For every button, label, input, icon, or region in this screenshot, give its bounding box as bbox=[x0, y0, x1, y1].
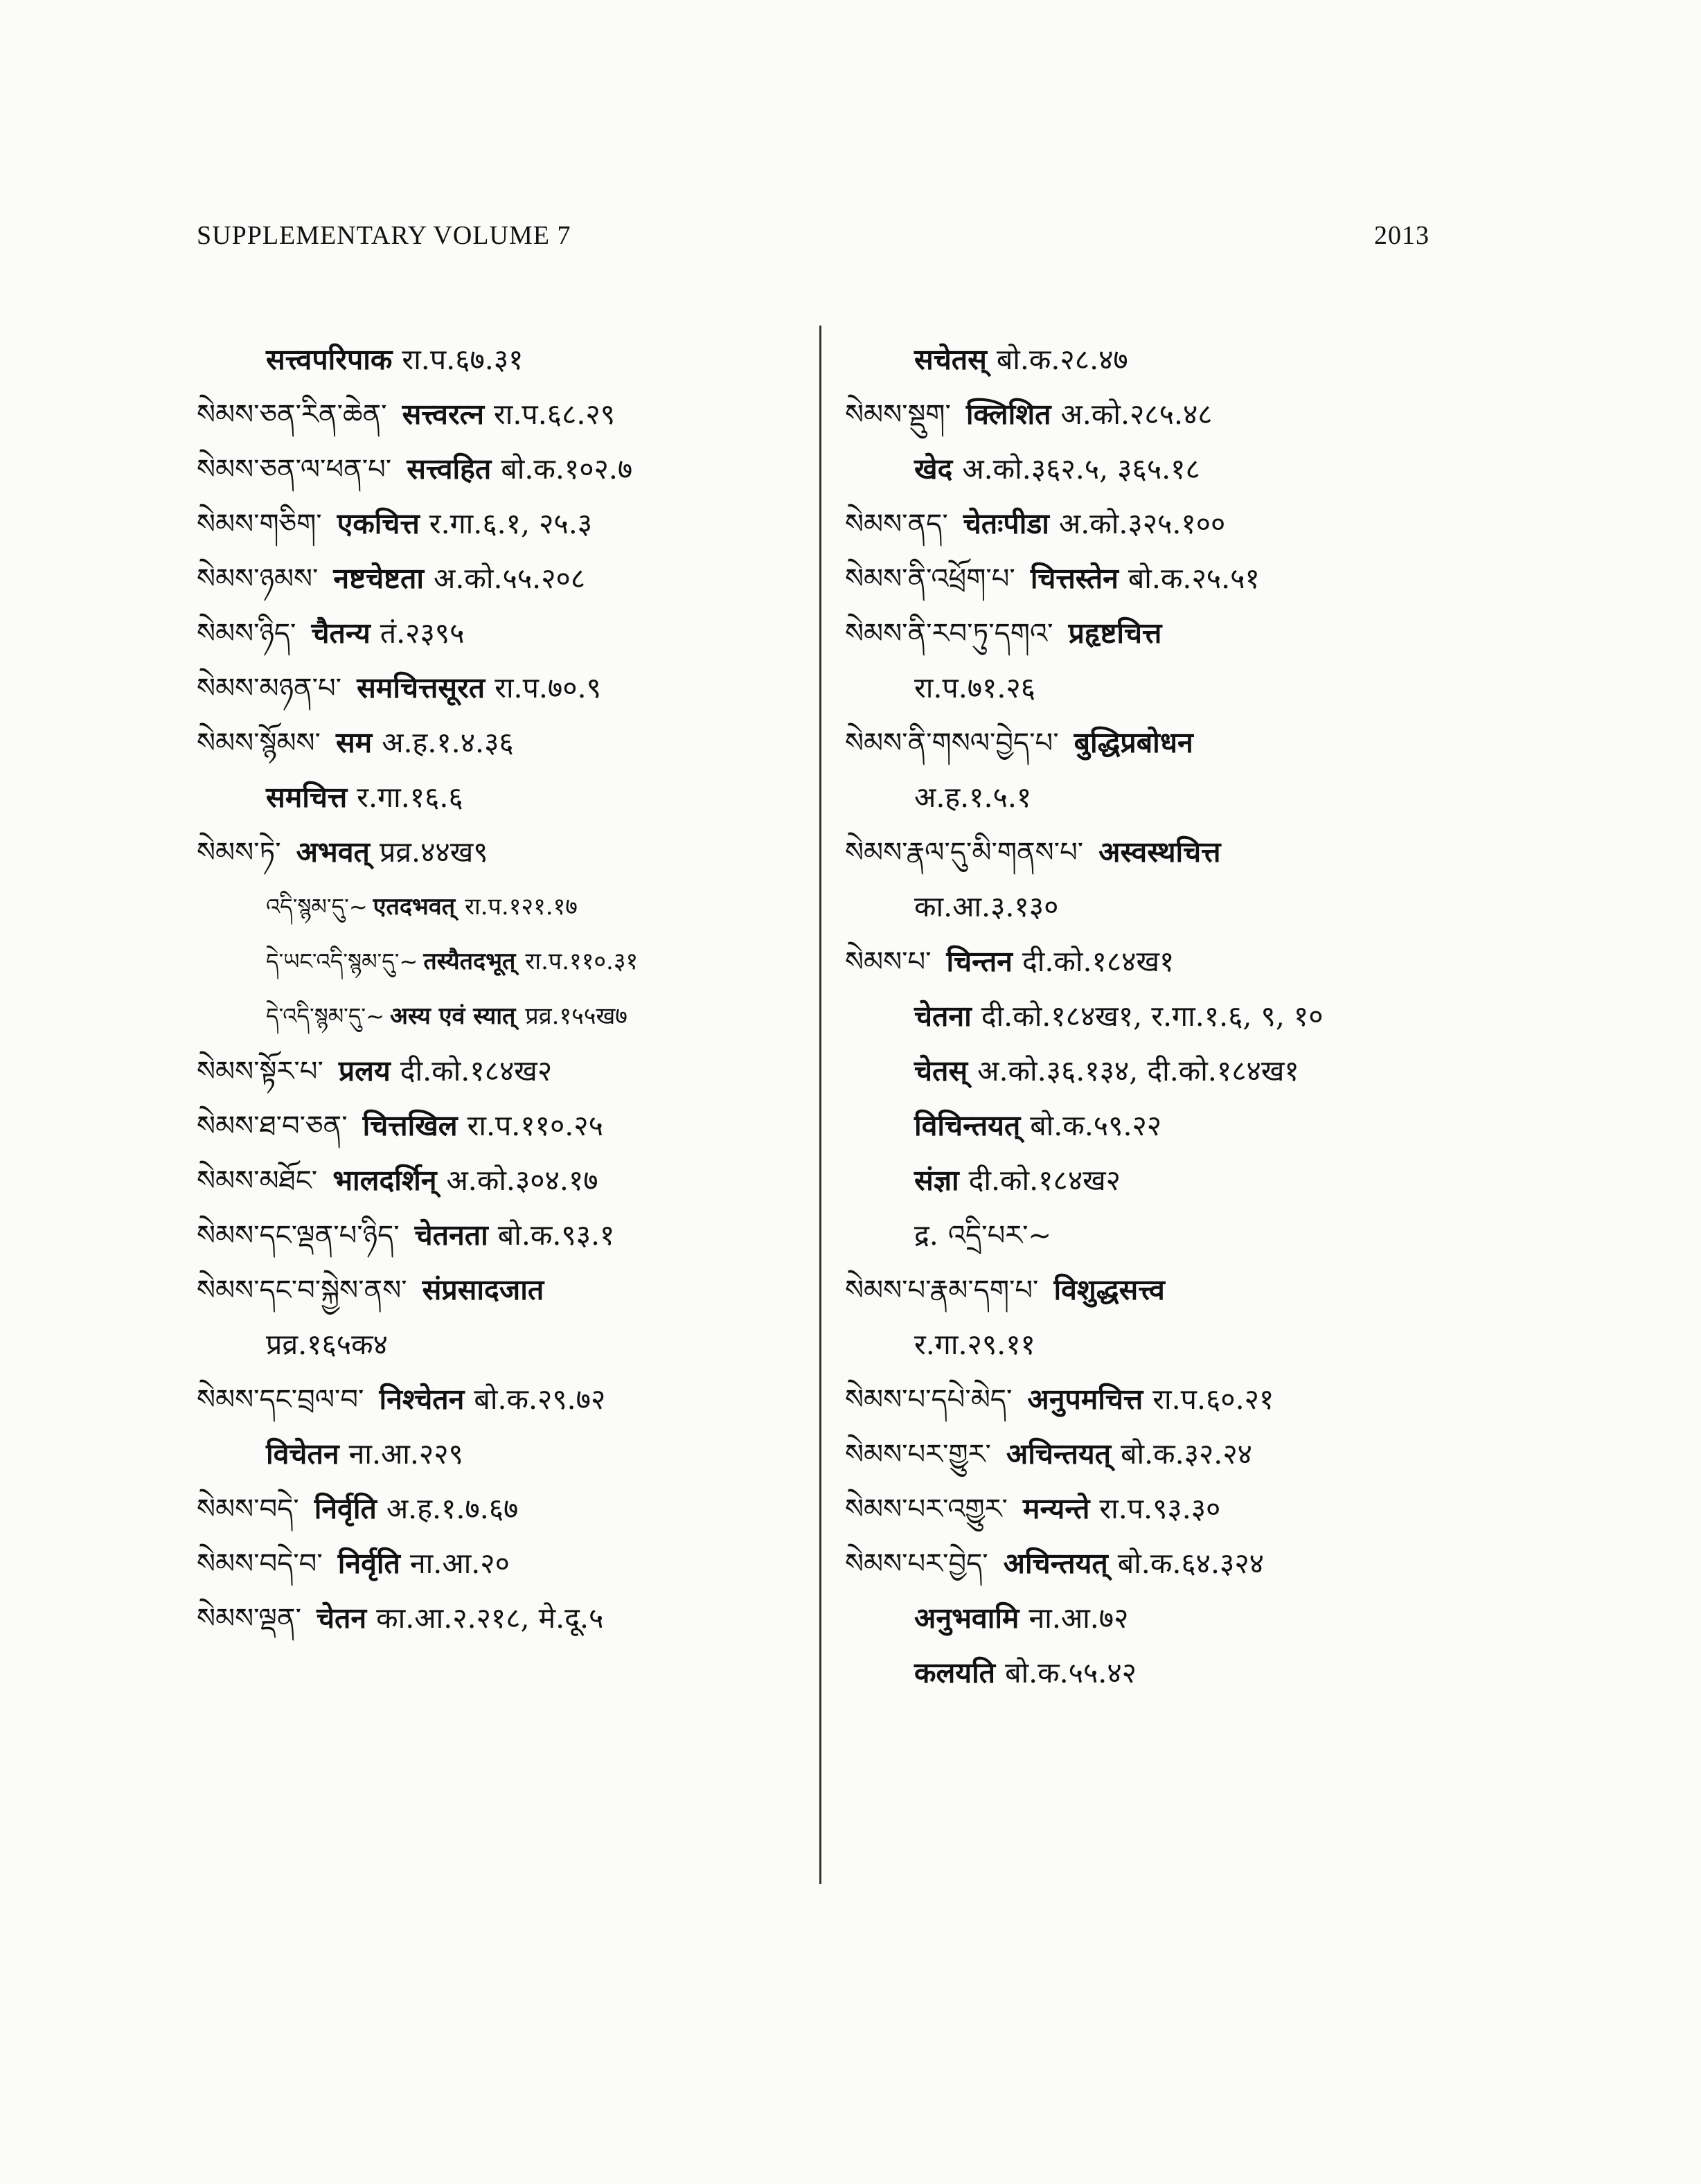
tibetan-term: སེམས་ཏེ་ bbox=[197, 837, 281, 869]
tibetan-term: སེམས་གཅིག་ bbox=[197, 508, 322, 540]
tibetan-term: སེམས་པར་བྱེད་ bbox=[845, 1548, 988, 1580]
source-reference: अ.को.३२५.१०० bbox=[1058, 507, 1226, 540]
tibetan-term: སེམས་ཐ་བ་ཅན་ bbox=[197, 1110, 348, 1142]
tibetan-term: སེམས་པ་དཔེ་མེད་ bbox=[845, 1384, 1013, 1416]
source-reference: र.गा.६.१, २५.३ bbox=[429, 507, 593, 540]
dictionary-entry bbox=[845, 1153, 1434, 1208]
source-reference: बो.क.२९.७२ bbox=[474, 1383, 606, 1416]
source-reference: का.आ.२.२१८, मे.दू.५ bbox=[376, 1601, 604, 1635]
tibetan-term: སེམས་པ་རྣམ་དག་པ་ bbox=[845, 1275, 1039, 1306]
source-reference: ना.आ.७२ bbox=[1028, 1601, 1129, 1635]
sanskrit-term: क्लिशित bbox=[965, 398, 1051, 431]
source-reference: बो.क.९३.१ bbox=[497, 1218, 615, 1252]
sanskrit-term: विशुद्धसत्त्व bbox=[1053, 1273, 1165, 1306]
sanskrit-term: चेतस् bbox=[914, 1054, 968, 1087]
source-reference: प्रव्र.१६५क४ bbox=[266, 1328, 388, 1361]
sanskrit-term: अस्वस्थचित्त bbox=[1098, 835, 1221, 869]
tibetan-term: འདི་སྙམ་དུ་~ bbox=[266, 894, 368, 920]
dictionary-entry bbox=[197, 661, 806, 716]
dictionary-entry bbox=[197, 1044, 806, 1099]
sanskrit-term: भालदर्शिन् bbox=[332, 1164, 437, 1197]
dictionary-entry bbox=[197, 551, 806, 606]
dictionary-entry bbox=[197, 880, 806, 934]
dictionary-entry bbox=[845, 1372, 1434, 1427]
source-reference: प्रव्र.४४ख९ bbox=[379, 835, 488, 869]
page-number: 2013 bbox=[1374, 221, 1430, 250]
tibetan-term: སེམས་སྟོར་པ་ bbox=[197, 1056, 323, 1087]
tibetan-term: སེམས་སྡུག་ bbox=[845, 399, 951, 431]
dictionary-entry bbox=[845, 1591, 1434, 1646]
source-reference: बो.क.१०२.७ bbox=[501, 452, 633, 486]
tibetan-term: དེ་ཡང་འདི་སྙམ་དུ་~ bbox=[266, 948, 418, 975]
source-reference: तं.२३९५ bbox=[380, 616, 465, 650]
source-reference: द्र. bbox=[914, 1218, 938, 1252]
sanskrit-term: चित्तस्तेन bbox=[1030, 562, 1119, 595]
source-reference: रा.प.६०.२१ bbox=[1152, 1383, 1274, 1416]
dictionary-entry bbox=[197, 1591, 806, 1646]
sanskrit-term: विचेतन bbox=[266, 1437, 339, 1471]
dictionary-entry bbox=[197, 1153, 806, 1208]
dictionary-entry bbox=[197, 1372, 806, 1427]
dictionary-entry bbox=[845, 551, 1434, 606]
sanskrit-term: निर्वृति bbox=[314, 1492, 377, 1525]
source-reference: अ.को.३६.१३४, दी.को.१८४ख१ bbox=[977, 1054, 1299, 1087]
source-reference: अ.को.३६२.५, ३६५.१८ bbox=[962, 452, 1200, 486]
sanskrit-term: अनुभवामि bbox=[914, 1601, 1019, 1635]
sanskrit-term: संज्ञा bbox=[914, 1164, 959, 1197]
source-reference: बो.क.२८.४७ bbox=[996, 343, 1128, 376]
dictionary-entry bbox=[197, 387, 806, 442]
sanskrit-term: एकचित्त bbox=[337, 507, 420, 540]
sanskrit-term: निश्चेतन bbox=[379, 1383, 465, 1416]
dictionary-entry bbox=[845, 1482, 1434, 1536]
tibetan-term: འདྲི་པར་~ bbox=[947, 1220, 1052, 1252]
source-reference: अ.को.२८५.४८ bbox=[1060, 398, 1213, 431]
dictionary-entry bbox=[845, 825, 1434, 880]
dictionary-entry bbox=[845, 770, 1434, 825]
source-reference: प्रव्र.१५५ख७ bbox=[525, 1002, 627, 1030]
tibetan-term: སེམས་ནི་རབ་ཏུ་དགའ་ bbox=[845, 618, 1053, 650]
sanskrit-term: कलयति bbox=[914, 1656, 996, 1689]
dictionary-entry bbox=[197, 1536, 806, 1591]
sanskrit-term: चित्तखिल bbox=[362, 1109, 458, 1142]
dictionary-entry bbox=[845, 1263, 1434, 1317]
sanskrit-term: बुद्धिप्रबोधन bbox=[1074, 726, 1193, 759]
sanskrit-term: मन्यन्ते bbox=[1022, 1492, 1090, 1525]
tibetan-term: སེམས་པར་འགྱུར་ bbox=[845, 1493, 1008, 1525]
source-reference: दी.को.१८४ख१ bbox=[1022, 945, 1175, 978]
dictionary-entry bbox=[845, 1427, 1434, 1482]
source-reference: अ.ह.१.७.६७ bbox=[386, 1492, 519, 1525]
tibetan-term: དེ་འདི་སྙམ་དུ་~ bbox=[266, 1003, 384, 1029]
dictionary-entry bbox=[845, 1317, 1434, 1372]
dictionary-entry bbox=[845, 934, 1434, 989]
tibetan-term: སེམས་དང་ལྡན་པ་ཉིད་ bbox=[197, 1220, 400, 1252]
source-reference: ना.आ.२२९ bbox=[348, 1437, 463, 1471]
tibetan-term: སེམས་སྙོམས་ bbox=[197, 727, 321, 759]
tibetan-term: སེམས་ཉམས་ bbox=[197, 563, 319, 595]
tibetan-term: སེམས་དང་བ་སྐྱེས་ནས་ bbox=[197, 1275, 407, 1306]
dictionary-entry bbox=[197, 716, 806, 770]
source-reference: रा.प.९३.३० bbox=[1099, 1492, 1221, 1525]
dictionary-entry bbox=[197, 1208, 806, 1263]
source-reference: ना.आ.२० bbox=[409, 1547, 510, 1580]
sanskrit-term: सत्त्वहित bbox=[407, 452, 492, 486]
tibetan-term: སེམས་མཐོང་ bbox=[197, 1165, 318, 1197]
sanskrit-term: सम bbox=[335, 726, 373, 759]
source-reference: दी.को.१८४ख१, र.गा.१.६, ९, १० bbox=[981, 1000, 1324, 1033]
source-reference: रा.प.७१.२६ bbox=[914, 671, 1036, 704]
running-head: SUPPLEMENTARY VOLUME 7 bbox=[197, 221, 571, 250]
dictionary-entry bbox=[197, 1099, 806, 1153]
source-reference: र.गा.१६.६ bbox=[357, 781, 463, 814]
tibetan-term: སེམས་པར་གྱུར་ bbox=[845, 1439, 991, 1471]
source-reference: अ.को.३०४.१७ bbox=[446, 1164, 598, 1197]
dictionary-entry bbox=[197, 1263, 806, 1317]
dictionary-entry bbox=[845, 716, 1434, 770]
sanskrit-term: समचित्तसूरत bbox=[357, 671, 486, 704]
source-reference: रा.प.१२१.१७ bbox=[465, 893, 578, 921]
sanskrit-term: चेतना bbox=[914, 1000, 972, 1033]
dictionary-entry bbox=[845, 989, 1434, 1044]
dictionary-entry bbox=[845, 332, 1434, 387]
tibetan-term: སེམས་བདེ་བ་ bbox=[197, 1548, 323, 1580]
source-reference: रा.प.७०.९ bbox=[495, 671, 601, 704]
source-reference: बो.क.५५.४२ bbox=[1005, 1656, 1137, 1689]
tibetan-term: སེམས་ནད་ bbox=[845, 508, 948, 540]
dictionary-entry bbox=[197, 989, 806, 1044]
tibetan-term: སེམས་ཅན་ལ་ཕན་པ་ bbox=[197, 454, 392, 486]
source-reference: बो.क.६४.३२४ bbox=[1117, 1547, 1264, 1580]
sanskrit-term: विचिन्तयत् bbox=[914, 1109, 1021, 1142]
tibetan-term: སེམས་ཉིད་ bbox=[197, 618, 296, 650]
tibetan-term: སེམས་རྣལ་དུ་མི་གནས་པ་ bbox=[845, 837, 1084, 869]
dictionary-entry bbox=[197, 606, 806, 661]
dictionary-entry bbox=[845, 442, 1434, 497]
right-column bbox=[845, 332, 1434, 1701]
sanskrit-term: सत्त्वरत्न bbox=[402, 398, 485, 431]
dictionary-entry bbox=[197, 1317, 806, 1372]
source-reference: अ.को.५५.२०८ bbox=[434, 562, 586, 595]
sanskrit-term: चेतन bbox=[317, 1601, 367, 1635]
tibetan-term: སེམས་བདེ་ bbox=[197, 1493, 299, 1525]
sanskrit-term: चेतःपीडा bbox=[963, 507, 1049, 540]
dictionary-entry bbox=[845, 1536, 1434, 1591]
dictionary-entry bbox=[197, 770, 806, 825]
dictionary-entry bbox=[845, 880, 1434, 934]
source-reference: अ.ह.१.५.१ bbox=[914, 781, 1032, 814]
source-reference: रा.प.६८.२९ bbox=[494, 398, 616, 431]
sanskrit-term: चेतनता bbox=[414, 1218, 488, 1252]
sanskrit-term: अचिन्तयत् bbox=[1003, 1547, 1108, 1580]
source-reference: रा.प.११०.२५ bbox=[467, 1109, 603, 1142]
source-reference: अ.ह.१.४.३६ bbox=[382, 726, 514, 759]
left-column bbox=[197, 332, 806, 1646]
source-reference: दी.को.१८४ख२ bbox=[400, 1054, 553, 1087]
dictionary-entry bbox=[197, 497, 806, 551]
dictionary-entry bbox=[197, 332, 806, 387]
tibetan-term: སེམས་མཉན་པ་ bbox=[197, 673, 342, 704]
source-reference: र.गा.२९.११ bbox=[914, 1328, 1035, 1361]
dictionary-entry bbox=[845, 1044, 1434, 1099]
sanskrit-term: एतदभवत् bbox=[373, 893, 456, 921]
dictionary-entry bbox=[845, 1646, 1434, 1701]
dictionary-entry bbox=[845, 606, 1434, 661]
tibetan-term: སེམས་ཅན་རིན་ཆེན་ bbox=[197, 399, 387, 431]
dictionary-entry bbox=[845, 387, 1434, 442]
source-reference: रा.प.११०.३१ bbox=[525, 948, 639, 975]
sanskrit-term: अभवत् bbox=[296, 835, 370, 869]
sanskrit-term: नष्टचेष्टता bbox=[333, 562, 425, 595]
source-reference: रा.प.६७.३१ bbox=[402, 343, 524, 376]
sanskrit-term: संप्रसादजात bbox=[422, 1273, 544, 1306]
dictionary-entry bbox=[197, 1482, 806, 1536]
sanskrit-term: चिन्तन bbox=[946, 945, 1013, 978]
dictionary-entry bbox=[845, 1208, 1434, 1263]
tibetan-term: སེམས་ལྡན་ bbox=[197, 1603, 301, 1635]
tibetan-term: སེམས་པ་ bbox=[845, 946, 932, 978]
source-reference: का.आ.३.१३० bbox=[914, 890, 1059, 923]
sanskrit-term: अनुपमचित्त bbox=[1027, 1383, 1143, 1416]
dictionary-entry bbox=[197, 934, 806, 989]
dictionary-entry bbox=[845, 497, 1434, 551]
tibetan-term: སེམས་ནི་གསལ་བྱེད་པ་ bbox=[845, 727, 1059, 759]
sanskrit-term: अचिन्तयत् bbox=[1006, 1437, 1112, 1471]
sanskrit-term: प्रहृष्टचित्त bbox=[1068, 616, 1162, 650]
sanskrit-term: निर्वृति bbox=[337, 1547, 400, 1580]
dictionary-entry bbox=[197, 442, 806, 497]
tibetan-term: སེམས་ནི་འཕྲོག་པ་ bbox=[845, 563, 1015, 595]
sanskrit-term: अस्य एवं स्यात् bbox=[389, 1002, 516, 1030]
sanskrit-term: समचित्त bbox=[266, 781, 348, 814]
source-reference: दी.को.१८४ख२ bbox=[968, 1164, 1121, 1197]
source-reference: बो.क.५९.२२ bbox=[1030, 1109, 1162, 1142]
sanskrit-term: प्रलय bbox=[338, 1054, 391, 1087]
column-divider bbox=[819, 326, 821, 1884]
dictionary-entry bbox=[197, 825, 806, 880]
sanskrit-term: सचेतस् bbox=[914, 343, 987, 376]
sanskrit-term: सत्त्वपरिपाक bbox=[266, 343, 393, 376]
source-reference: बो.क.२५.५१ bbox=[1128, 562, 1260, 595]
dictionary-entry bbox=[845, 1099, 1434, 1153]
sanskrit-term: चैतन्य bbox=[311, 616, 371, 650]
source-reference: बो.क.३२.२४ bbox=[1121, 1437, 1252, 1471]
sanskrit-term: तस्यैतदभूत् bbox=[423, 948, 516, 975]
dictionary-entry bbox=[197, 1427, 806, 1482]
tibetan-term: སེམས་དང་བྲལ་བ་ bbox=[197, 1384, 364, 1416]
sanskrit-term: खेद bbox=[914, 452, 953, 486]
dictionary-entry bbox=[845, 661, 1434, 716]
